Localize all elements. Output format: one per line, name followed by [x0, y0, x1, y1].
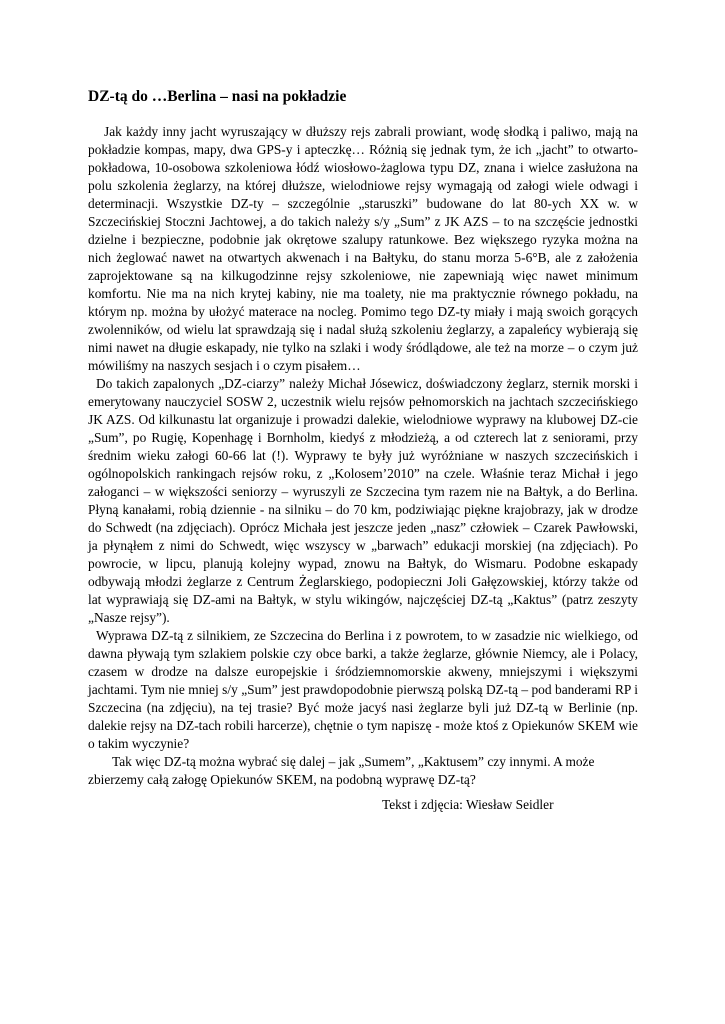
paragraph-1: Jak każdy inny jacht wyruszający w dłuższy rejs zabrali prowiant, wodę słodką i paliwo, mają na pokładzie kompas, mapy, dwa GPS-y i apteczkę… Różnią się jednak tym, że ich „jacht” to otwarto-pokładowa, 10-osobowa szkoleniowa łódź wiosłowo-żaglowa typu DZ, znana i wielce zasłużona na polu szkolenia żeglarzy, na której dłuższe, wielodniowe rejsy wymagają od załogi wiele odwagi i determinacji. Wszystkie DZ-ty – szczególnie „staruszki” budowane do lat 80-ych XX w. w Szczecińskiej Stoczni Jachtowej, a do takich należy s/y „Sum” z JK AZS – to na szczęście jednostki dzielne i bezpieczne, podobnie jak okrętowe szalupy ratunkowe. Bez większego ryzyka można na nich żeglować nawet na otwartych akwenach i na Bałtyku, do stanu morza 5-6°B, ale z założenia zaprojektowane są na kilkugodzinne rejsy szkoleniowe, nie zapewniają więc nawet minimum komfortu. Nie ma na nich krytej kabiny, nie ma toalety, nie ma praktycznie równego pokładu, na którym np. można by ułożyć materace na nocleg. Pomimo tego DZ-ty miały i mają swoich gorących zwolenników, od wielu lat sprawdzają się i nadal służą szkoleniu żeglarzy, a zapaleńcy wybierają się nimi nawet na długie eskapady, nie tylko na szlaki i wody śródlądowe, ale też na morze – o czym już mówiliśmy na naszych sesjach i o czym pisałem… [88, 124, 638, 373]
article-body [88, 123, 638, 789]
article-title: DZ-tą do …Berlina – nasi na pokładzie [88, 88, 347, 105]
paragraph-2: Do takich zapalonych „DZ-ciarzy” należy Michał Jósewicz, doświadczony żeglarz, sternik morski i emerytowany nauczyciel SOSW 2, uczestnik wielu rejsów pełnomorskich na jachtach szczecińskiego JK AZS. Od kilkunastu lat organizuje i prowadzi dalekie, wielodniowe wyprawy na klubowej DZ-cie „Sum”, po Rugię, Kopenhagę i Bornholm, kiedyś z młodzieżą, a od czterech lat z seniorami, przy średnim wieku załogi 60-66 lat (!). Wyprawy te były już wyróżniane w naszych szczecińskich i ogólnopolskich rankingach rejsów roku, z „Kolosem’2010” na czele. Właśnie teraz Michał i jego załoganci – w większości seniorzy – wyruszyli ze Szczecina tym razem nie na Bałtyk, a do Berlina. Płyną kanałami, robią dziennie - na silniku – do 70 km, podziwiając piękne krajobrazy, jak w drodze do Schwedt (na zdjęciach). Oprócz Michała jest jeszcze jeden „nasz” człowiek – Czarek Pawłowski, ja płynąłem z nimi do Schwedt, więc wszyscy w „barwach” edukacji morskiej (na zdjęciach). Po powrocie, w lipcu, planują kolejny wypad, znowu na Bałtyk, do Wismaru. Podobne eskapady odbywają młodzi żeglarze z Centrum Żeglarskiego, podopieczni Joli Gałęzowskiej, którzy także od lat wyprawiają się DZ-ami na Bałtyk, w stylu wikingów, najczęściej DZ-tą „Kaktus” (patrz zeszyty „Nasze rejsy”). [88, 376, 638, 625]
paragraph-4: Tak więc DZ-tą można wybrać się dalej – jak „Sumem”, „Kaktusem” czy innymi. A może zbierzemy całą załogę Opiekunów SKEM, na podobną wyprawę DZ-tą? [88, 754, 595, 787]
paragraph-3: Wyprawa DZ-tą z silnikiem, ze Szczecina do Berlina i z powrotem, to w zasadzie nic wielkiego, od dawna pływają tym szlakiem polskie czy obce barki, a także żeglarze, głównie Niemcy, ale i Polacy, czasem w drodze na dalsze europejskie i śródziemnomorskie akweny, mniejszymi i większymi jachtami. Tym nie mniej s/y „Sum” jest prawdopodobnie pierwszą polską DZ-tą – pod banderami RP i Szczecina (na zdjęciu), na tej trasie? Być może jacyś nasi żeglarze byli już DZ-tą w Berlinie (np. dalekie rejsy na DZ-tach robili harcerze), chętnie o tym napiszę - może ktoś z Opiekunów SKEM wie o takim wyczynie? [88, 628, 638, 751]
author-signature: Tekst i zdjęcia: Wiesław Seidler [382, 797, 554, 812]
